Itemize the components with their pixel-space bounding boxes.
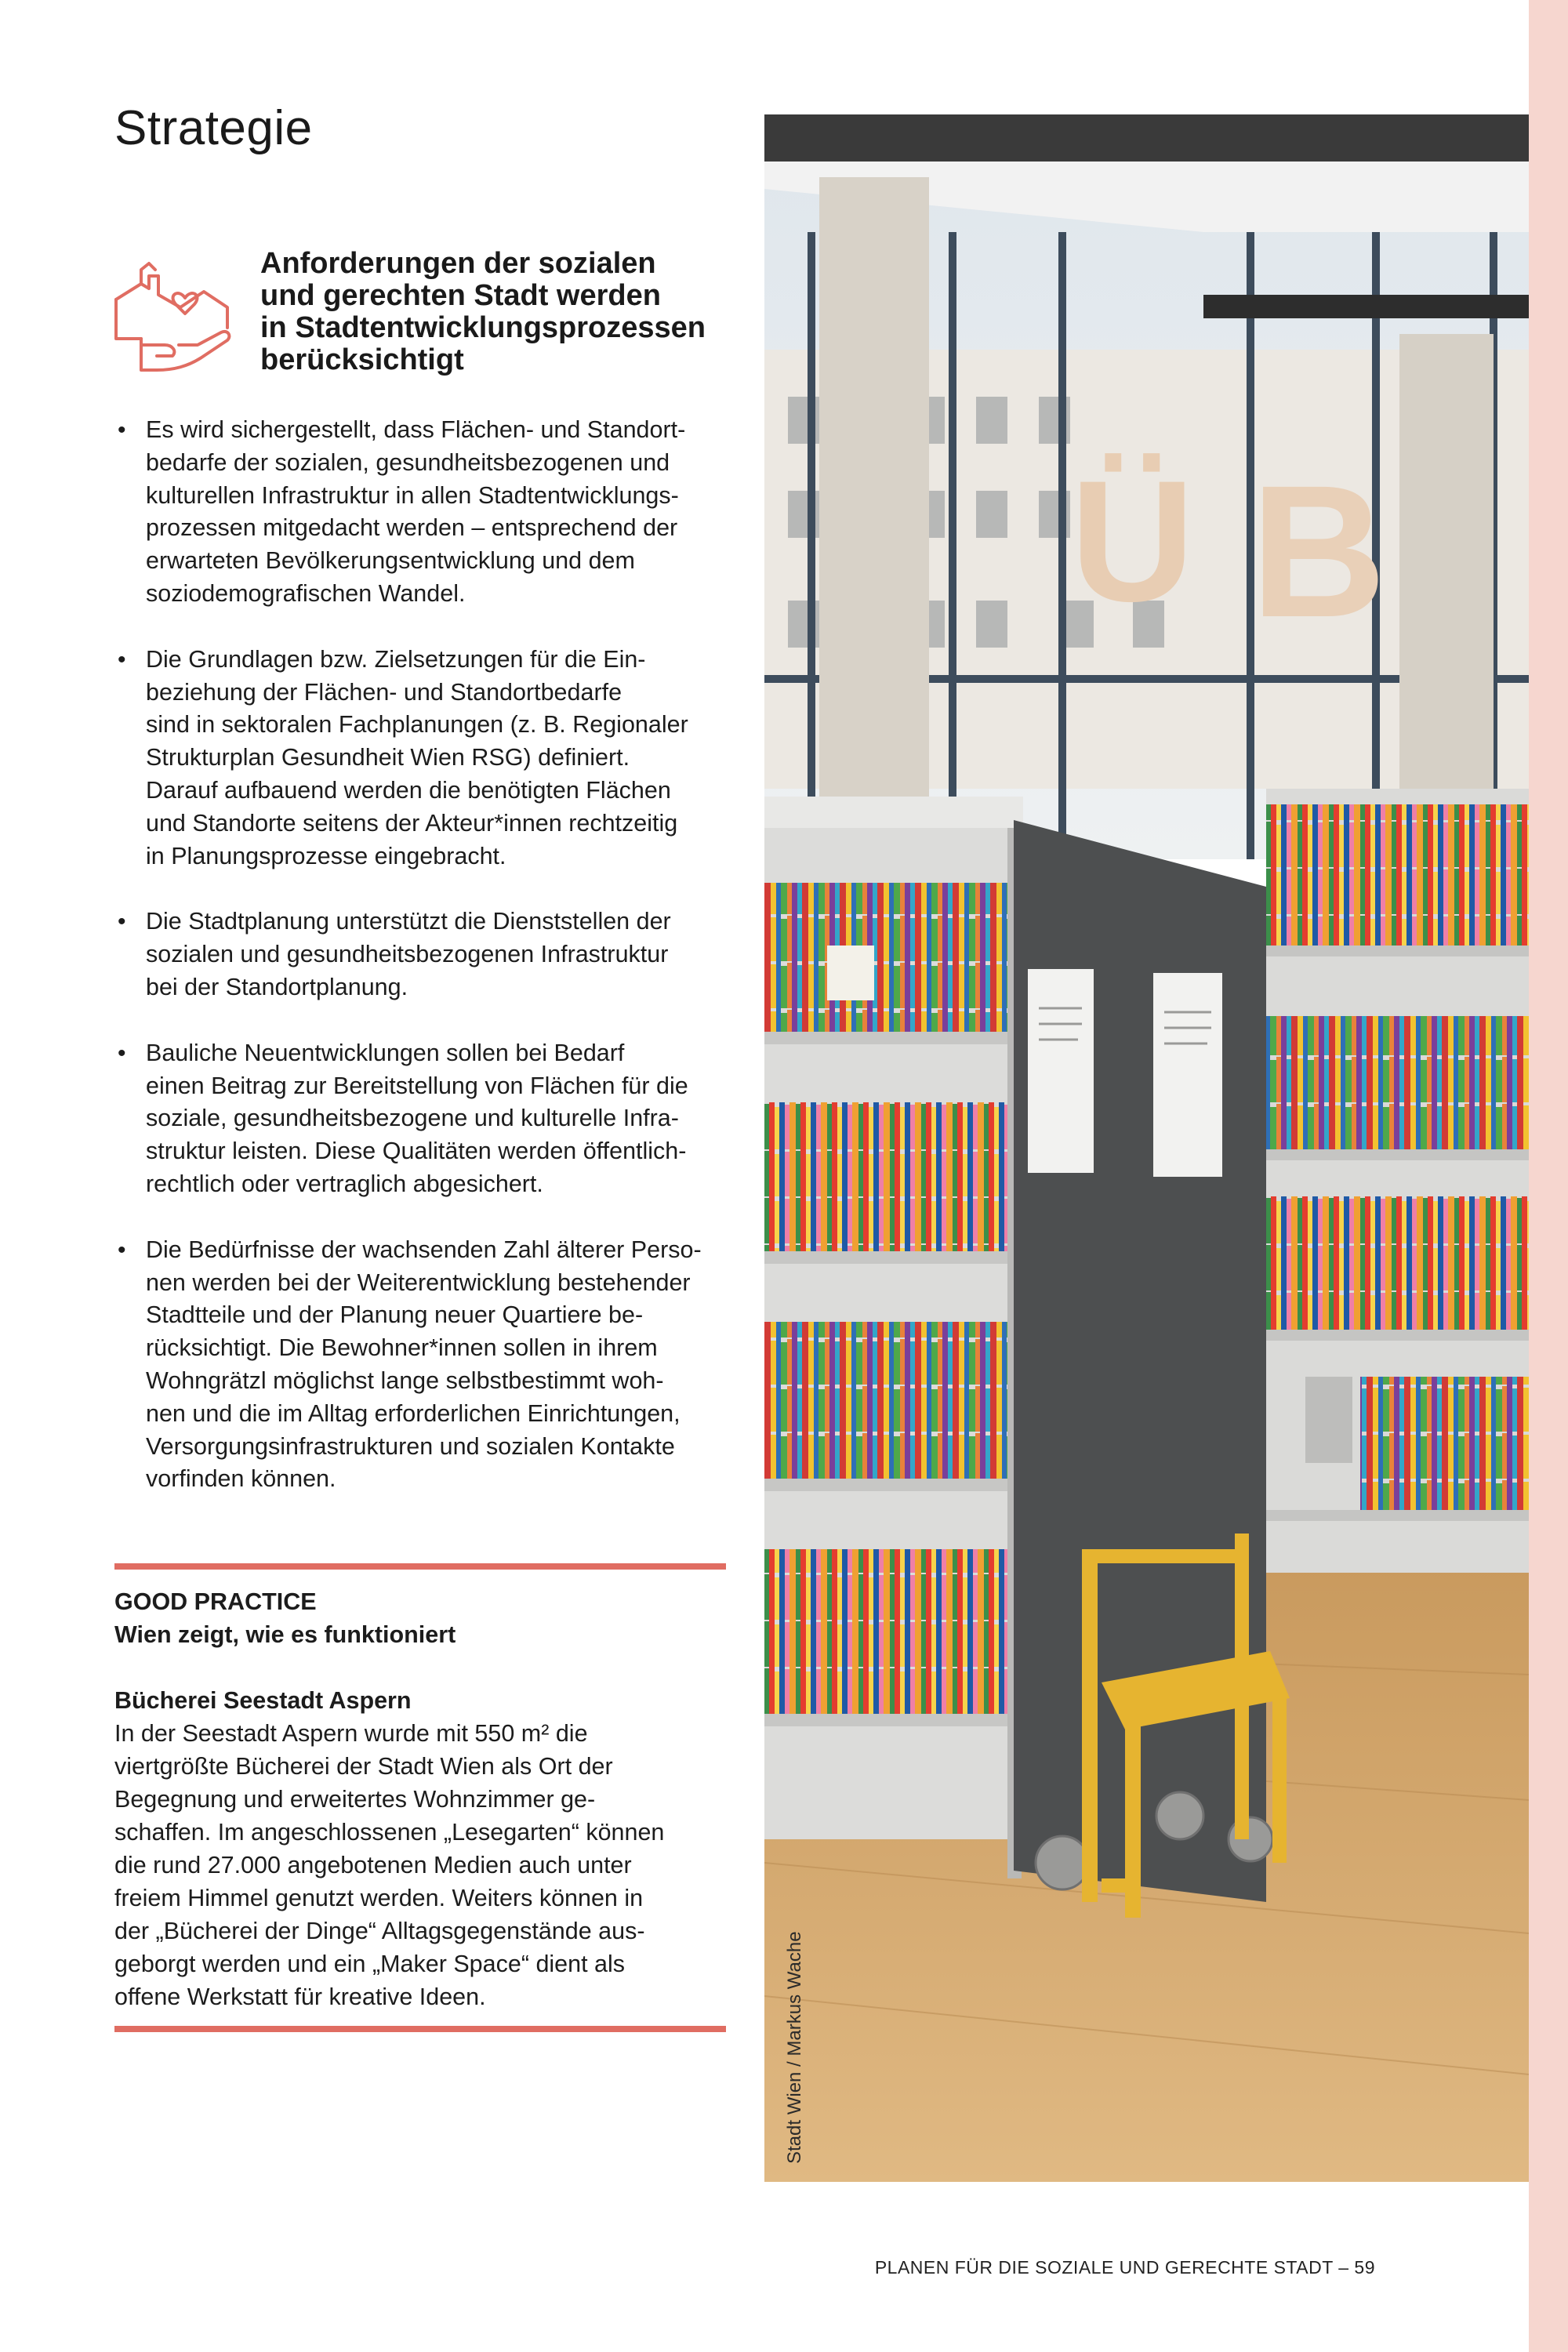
page-footer: PLANEN FÜR DIE SOZIALE UND GERECHTE STADT – 59: [874, 2257, 1375, 2278]
good-practice-project-title: Bücherei Seestadt Aspern: [114, 1687, 412, 1714]
hanging-letter-u: Ü: [1070, 445, 1195, 637]
side-color-strip: [1529, 0, 1568, 2352]
good-practice-body: In der Seestadt Aspern wurde mit 550 m² die viertgrößte Bücherei der Stadt Wien als Ort der Begegnung und erweitertes Wohnzimmer ge- schaffen. Im angeschlossenen „Lesegarten“ können die rund 27.000 angebotenen Medien auch unter freiem Himmel genutzt werden. Weiters können in der „Bücherei der Dinge“ Alltagsgegenstände aus- geborgt werden und ein „Maker Space“ dient als offene Werkstatt für kreative Ideen.: [114, 1720, 665, 2010]
hanging-letter-b: B: [1250, 446, 1387, 656]
good-practice-box: [114, 1585, 742, 2013]
bullet-item: • Die Grundlagen bzw. Zielsetzungen für die Ein- beziehung der Flächen- und Standortbedarfe sind in sektoralen Fachplanungen (z. B. Regionaler Strukturplan Gesundheit Wien RSG) definiert. Darauf aufbauend werden die benötigten Flächen und Standorte seitens der Akteur*innen rechtzeitig in Planungsprozesse eingebracht.: [114, 644, 734, 873]
library-photo: [764, 114, 1529, 2182]
strategy-heading: Anforderungen der sozialen und gerechten Stadt werden in Stadtentwicklungsprozessen berücksichtigt: [260, 247, 706, 376]
good-practice-top-rule: [114, 1563, 726, 1570]
photo-credit: Stadt Wien / Markus Wache: [784, 1931, 805, 2164]
house-heart-hand-icon: [110, 252, 235, 378]
good-practice-bottom-rule: [114, 2026, 726, 2032]
bullet-item: • Bauliche Neuentwicklungen sollen bei Bedarf einen Beitrag zur Bereitstellung von Flächen für die soziale, gesundheitsbezogene und kulturelle Infra- struktur leisten. Diese Qualitäten werden öffentlich- rechtlich oder vertraglich abgesichert.: [114, 1037, 734, 1201]
good-practice-label: GOOD PRACTICE: [114, 1588, 317, 1615]
page-title: Strategie: [114, 101, 313, 155]
strategy-bullet-list: [114, 414, 734, 1529]
bullet-item: • Es wird sichergestellt, dass Flächen- und Standort- bedarfe der sozialen, gesundheitsbezogenen und kulturellen Infrastruktur in allen Stadtentwicklungs- prozessen mitgedacht werden – entsprechend der erwarteten Bevölkerungsentwicklung und dem soziodemografischen Wandel.: [114, 414, 734, 611]
good-practice-subtitle: Wien zeigt, wie es funktioniert: [114, 1621, 456, 1648]
bullet-item: • Die Bedürfnisse der wachsenden Zahl älterer Perso- nen werden bei der Weiterentwicklung bestehender Stadtteile und der Planung neuer Quartiere be- rücksichtigt. Die Bewohner*innen sollen in ihrem Wohngrätzl möglichst lange selbstbestimmt woh- nen und die im Alltag erforderlichen Einrichtungen, Versorgungsinfrastrukturen und sozialen Kontakte vorfinden können.: [114, 1234, 734, 1496]
bullet-item: • Die Stadtplanung unterstützt die Dienststellen der sozialen und gesundheitsbezogenen Infrastruktur bei der Standortplanung.: [114, 906, 734, 1004]
